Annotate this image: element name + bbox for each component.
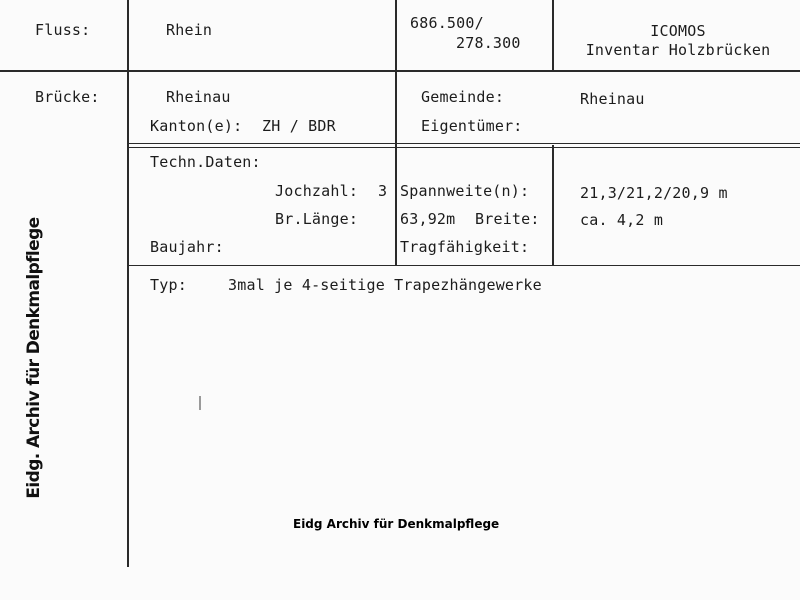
gemeinde-label: Gemeinde: — [421, 88, 505, 106]
archive-side-label-text: Eidg. Archiv für Denkmalpflege — [24, 217, 44, 499]
left-column-divider — [127, 0, 129, 567]
tech-divider — [552, 145, 554, 266]
tech-heading: Techn.Daten: — [150, 153, 261, 171]
org-line-1: ICOMOS — [650, 22, 706, 40]
bruecke-label: Brücke: — [35, 88, 100, 106]
laenge-value: 63,92m — [400, 210, 456, 228]
tech-bottom-rule — [129, 265, 800, 266]
spannweite-label: Spannweite(n): — [400, 182, 530, 200]
header-divider-1 — [395, 0, 397, 72]
gemeinde-value: Rheinau — [580, 90, 645, 108]
bruecke-value: Rheinau — [166, 88, 231, 106]
laenge-label: Br.Länge: — [275, 210, 359, 228]
archive-stamp: Eidg Archiv für Denkmalpflege — [293, 517, 500, 531]
bridge-bottom-rule-1 — [129, 143, 800, 144]
fluss-label: Fluss: — [35, 21, 91, 39]
breite-value: ca. 4,2 m — [580, 211, 664, 229]
org-line-2: Inventar Holzbrücken — [585, 41, 771, 59]
fluss-value: Rhein — [166, 21, 213, 39]
coordinate-line-2: 278.300 — [456, 34, 521, 52]
typ-label: Typ: — [150, 276, 187, 294]
kanton-value: ZH / BDR — [262, 117, 336, 135]
paper-mark — [199, 396, 201, 410]
tragfaehigkeit-label: Tragfähigkeit: — [400, 238, 530, 256]
jochzahl-value: 3 — [378, 182, 388, 200]
bridge-divider — [395, 72, 397, 266]
spannweite-value: 21,3/21,2/20,9 m — [580, 184, 728, 202]
baujahr-label: Baujahr: — [150, 238, 224, 256]
header-bottom-rule — [0, 70, 800, 72]
eigentuemer-label: Eigentümer: — [421, 117, 523, 135]
coordinate-line-1: 686.500/ — [410, 14, 484, 32]
bridge-bottom-rule-2 — [129, 147, 800, 148]
kanton-label: Kanton(e): — [150, 117, 243, 135]
breite-label: Breite: — [475, 210, 540, 228]
typ-value: 3mal je 4-seitige Trapezhängewerke — [228, 276, 542, 294]
header-divider-2 — [552, 0, 554, 72]
jochzahl-label: Jochzahl: — [275, 182, 359, 200]
